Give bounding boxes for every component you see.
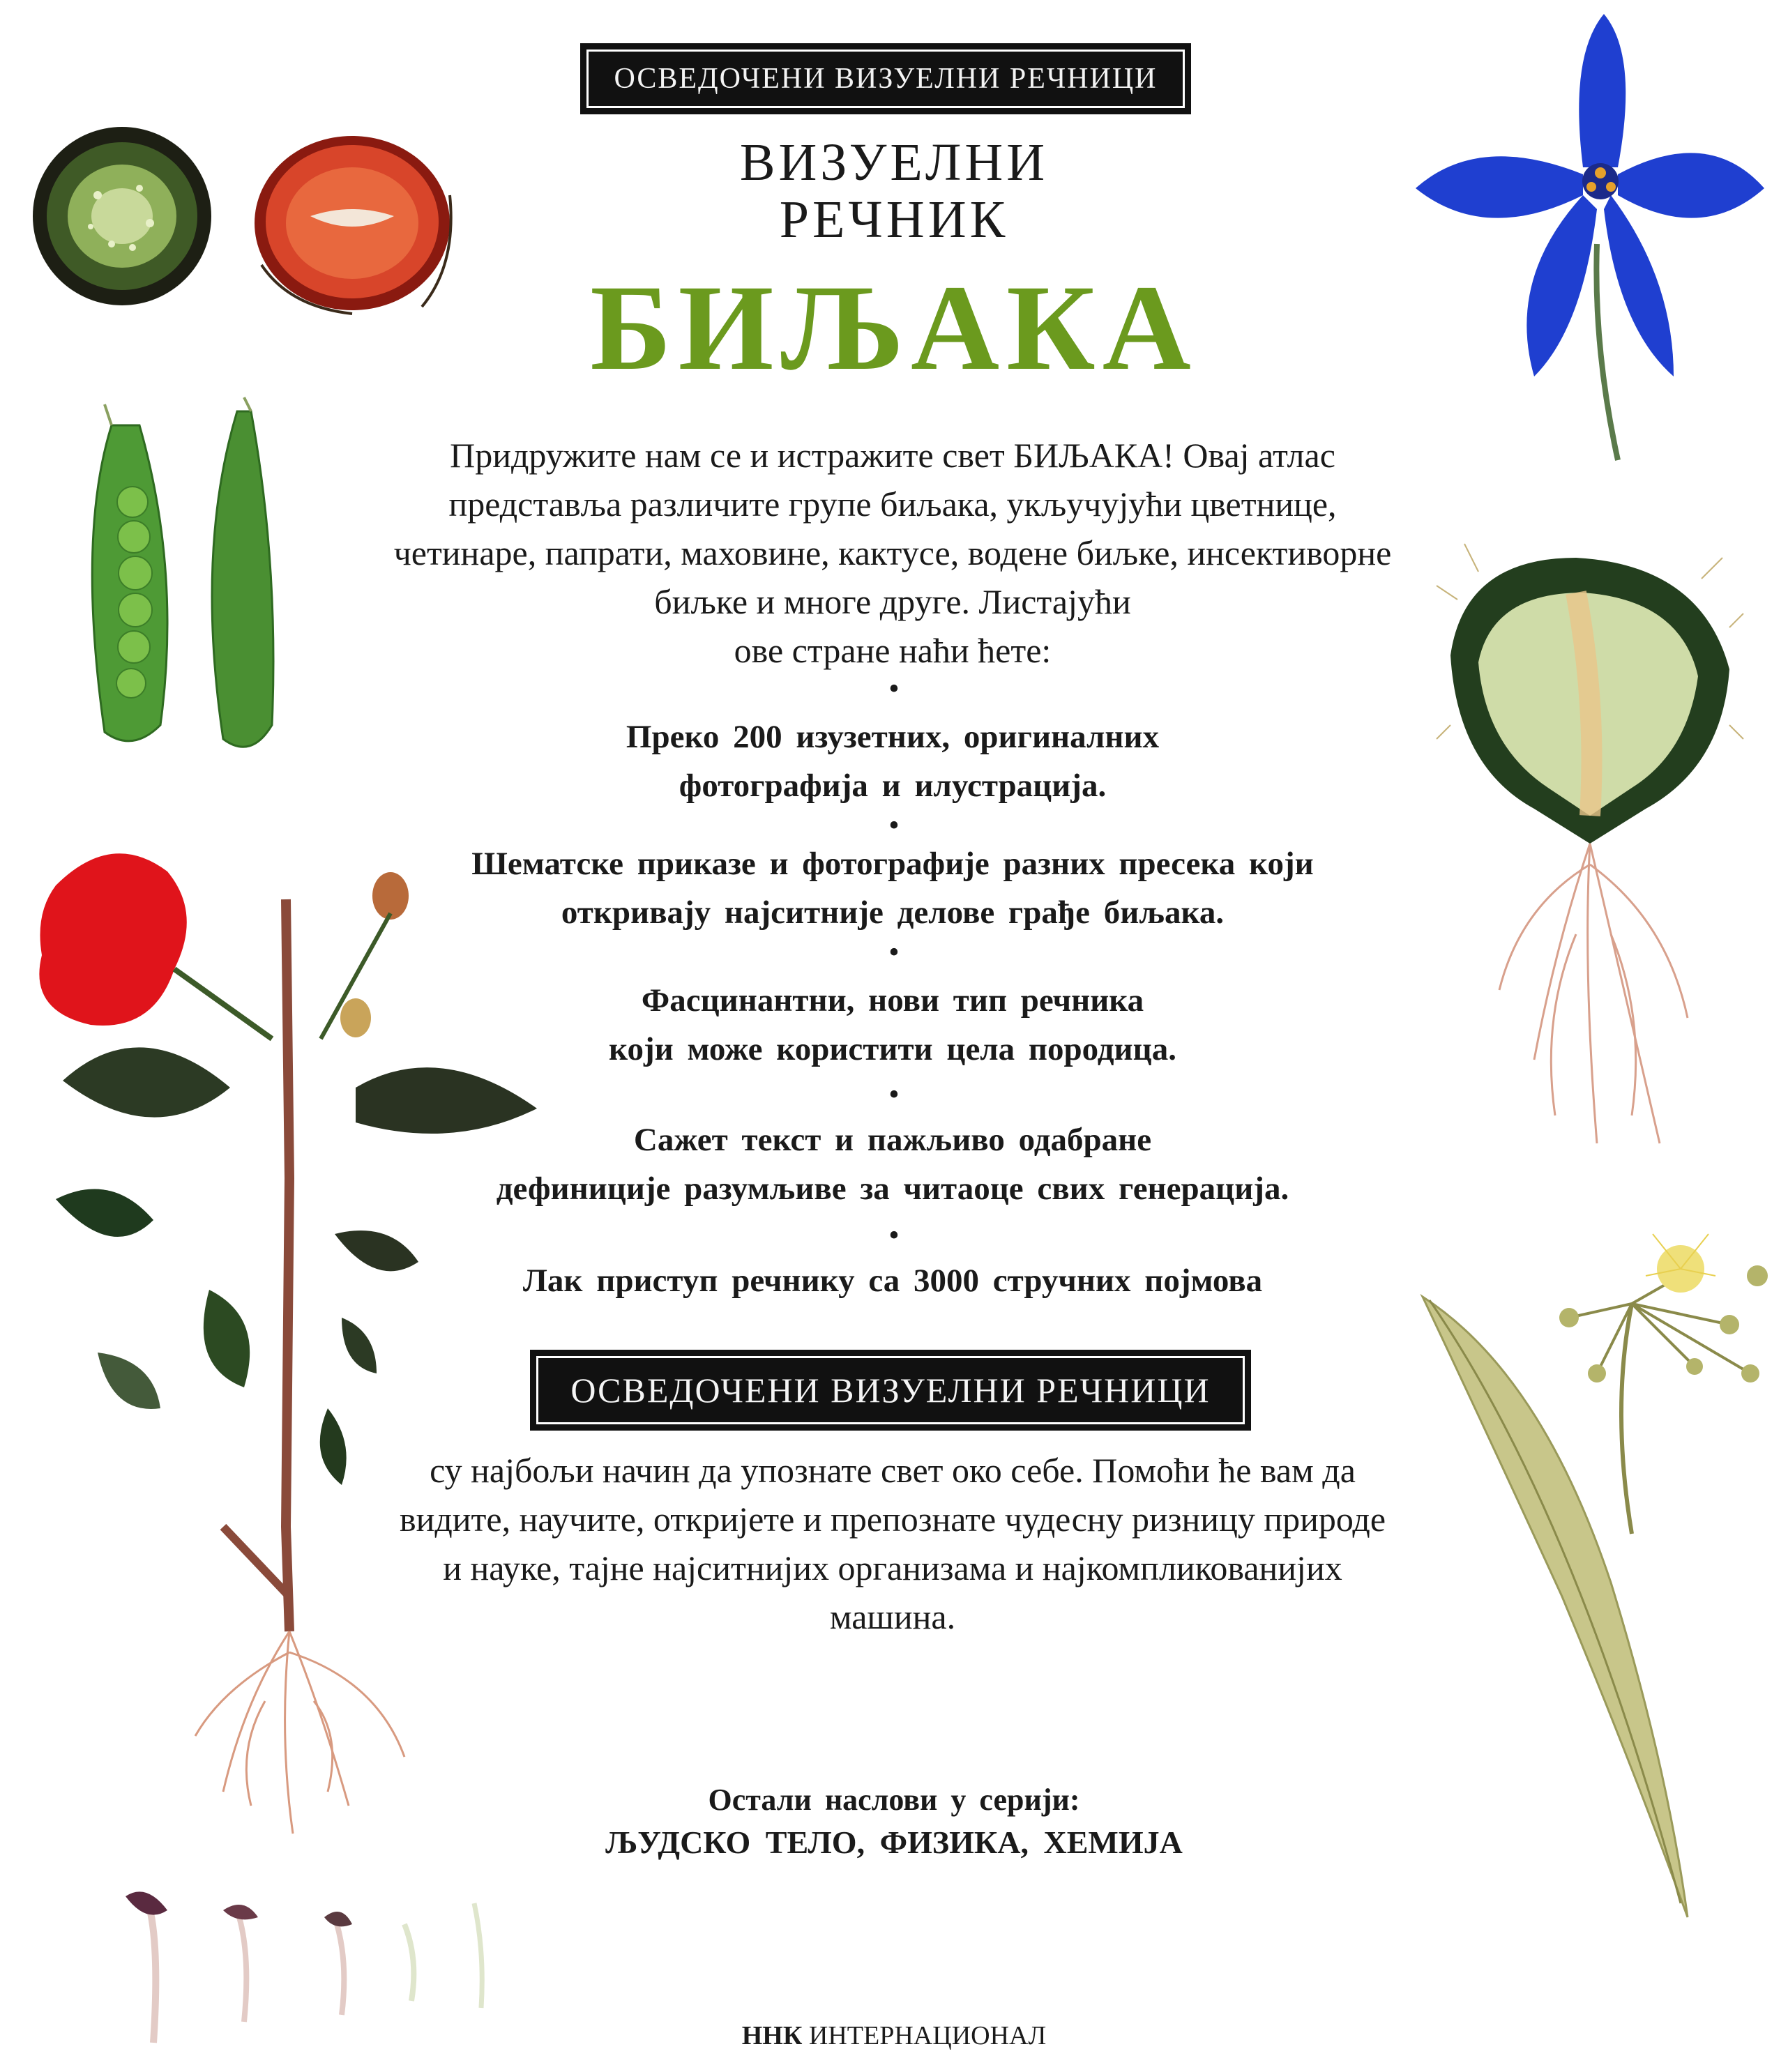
closing-line: и науке, тајне најситнијих организама и најкомпликованијих xyxy=(443,1548,1342,1587)
hibiscus-plant-icon xyxy=(14,830,446,1841)
blue-flower-icon xyxy=(1409,14,1771,474)
feature-line: Преко 200 изузетних, оригиналних xyxy=(626,719,1160,755)
bullet-icon: • xyxy=(888,1218,900,1252)
bullet-icon: • xyxy=(888,935,900,969)
feature-item xyxy=(307,839,1478,937)
feature-line: дефиниције разумљиве за читаоце свих генерација. xyxy=(496,1171,1289,1207)
intro-line: Придружите нам се и истражите свет БИЉАКА! Овај атлас xyxy=(450,436,1335,475)
bullet-icon: • xyxy=(888,808,900,842)
book-title: БИЉАКА xyxy=(590,260,1198,396)
publisher-abbr: ННК xyxy=(741,2021,803,2050)
series-label-top: ОСВЕДОЧЕНИ ВИЗУЕЛНИ РЕЧНИЦИ xyxy=(580,43,1191,114)
seedlings-icon xyxy=(105,1882,495,2057)
linden-branch-icon xyxy=(1402,1234,1778,1931)
intro-paragraph xyxy=(307,431,1478,675)
publisher-name: ИНТЕРНАЦИОНАЛ xyxy=(808,2021,1047,2050)
feature-item xyxy=(307,1115,1478,1213)
title-line-1: ВИЗУЕЛНИ xyxy=(739,133,1049,192)
feature-line: фотографија и илустрација. xyxy=(679,768,1107,804)
other-titles-label: Остали наслови у серији: xyxy=(708,1783,1080,1817)
feature-item xyxy=(307,976,1478,1074)
title-line-2: РЕЧНИК xyxy=(779,190,1009,249)
feature-line: који може користити цела породица. xyxy=(609,1031,1176,1067)
closing-line: видите, научите, откријете и препознате чудесну ризницу природе xyxy=(399,1500,1386,1539)
feature-line: Фасцинантни, нови тип речника xyxy=(641,982,1144,1019)
pea-pods-icon xyxy=(63,397,293,760)
closing-line: су најбољи начин да упознате свет око себе. Помоћи ће вам да xyxy=(430,1451,1356,1490)
feature-line: Шематске приказе и фотографије разних пресека који xyxy=(471,846,1314,882)
series-label-middle: ОСВЕДОЧЕНИ ВИЗУЕЛНИ РЕЧНИЦИ xyxy=(530,1350,1251,1431)
feature-line: Лак приступ речнику са 3000 стручних појмова xyxy=(522,1263,1263,1299)
feature-item xyxy=(307,1256,1478,1305)
bullet-icon: • xyxy=(888,1077,900,1111)
intro-line: четинаре, папрати, маховине, кактусе, водене биљке, инсективорне xyxy=(393,533,1392,572)
closing-line: машина. xyxy=(829,1597,956,1636)
other-titles-list: ЉУДСКО ТЕЛО, ФИЗИКА, ХЕМИЈА xyxy=(605,1825,1183,1860)
feature-line: откривају најситније делове грађе биљака. xyxy=(561,894,1225,931)
stem-cross-section-icon xyxy=(28,119,216,314)
bullet-icon: • xyxy=(888,671,900,706)
closing-paragraph xyxy=(307,1446,1478,1641)
intro-line: ове стране наћи ћете: xyxy=(734,631,1052,670)
intro-line: биљке и многе друге. Листајући xyxy=(654,582,1131,621)
cactus-section-icon xyxy=(1437,516,1743,1185)
intro-line: представља различите групе биљака, укључујући цветнице, xyxy=(448,485,1337,524)
tomato-section-icon xyxy=(248,125,464,321)
feature-item xyxy=(307,713,1478,810)
feature-line: Сажет текст и пажљиво одабране xyxy=(633,1122,1152,1158)
